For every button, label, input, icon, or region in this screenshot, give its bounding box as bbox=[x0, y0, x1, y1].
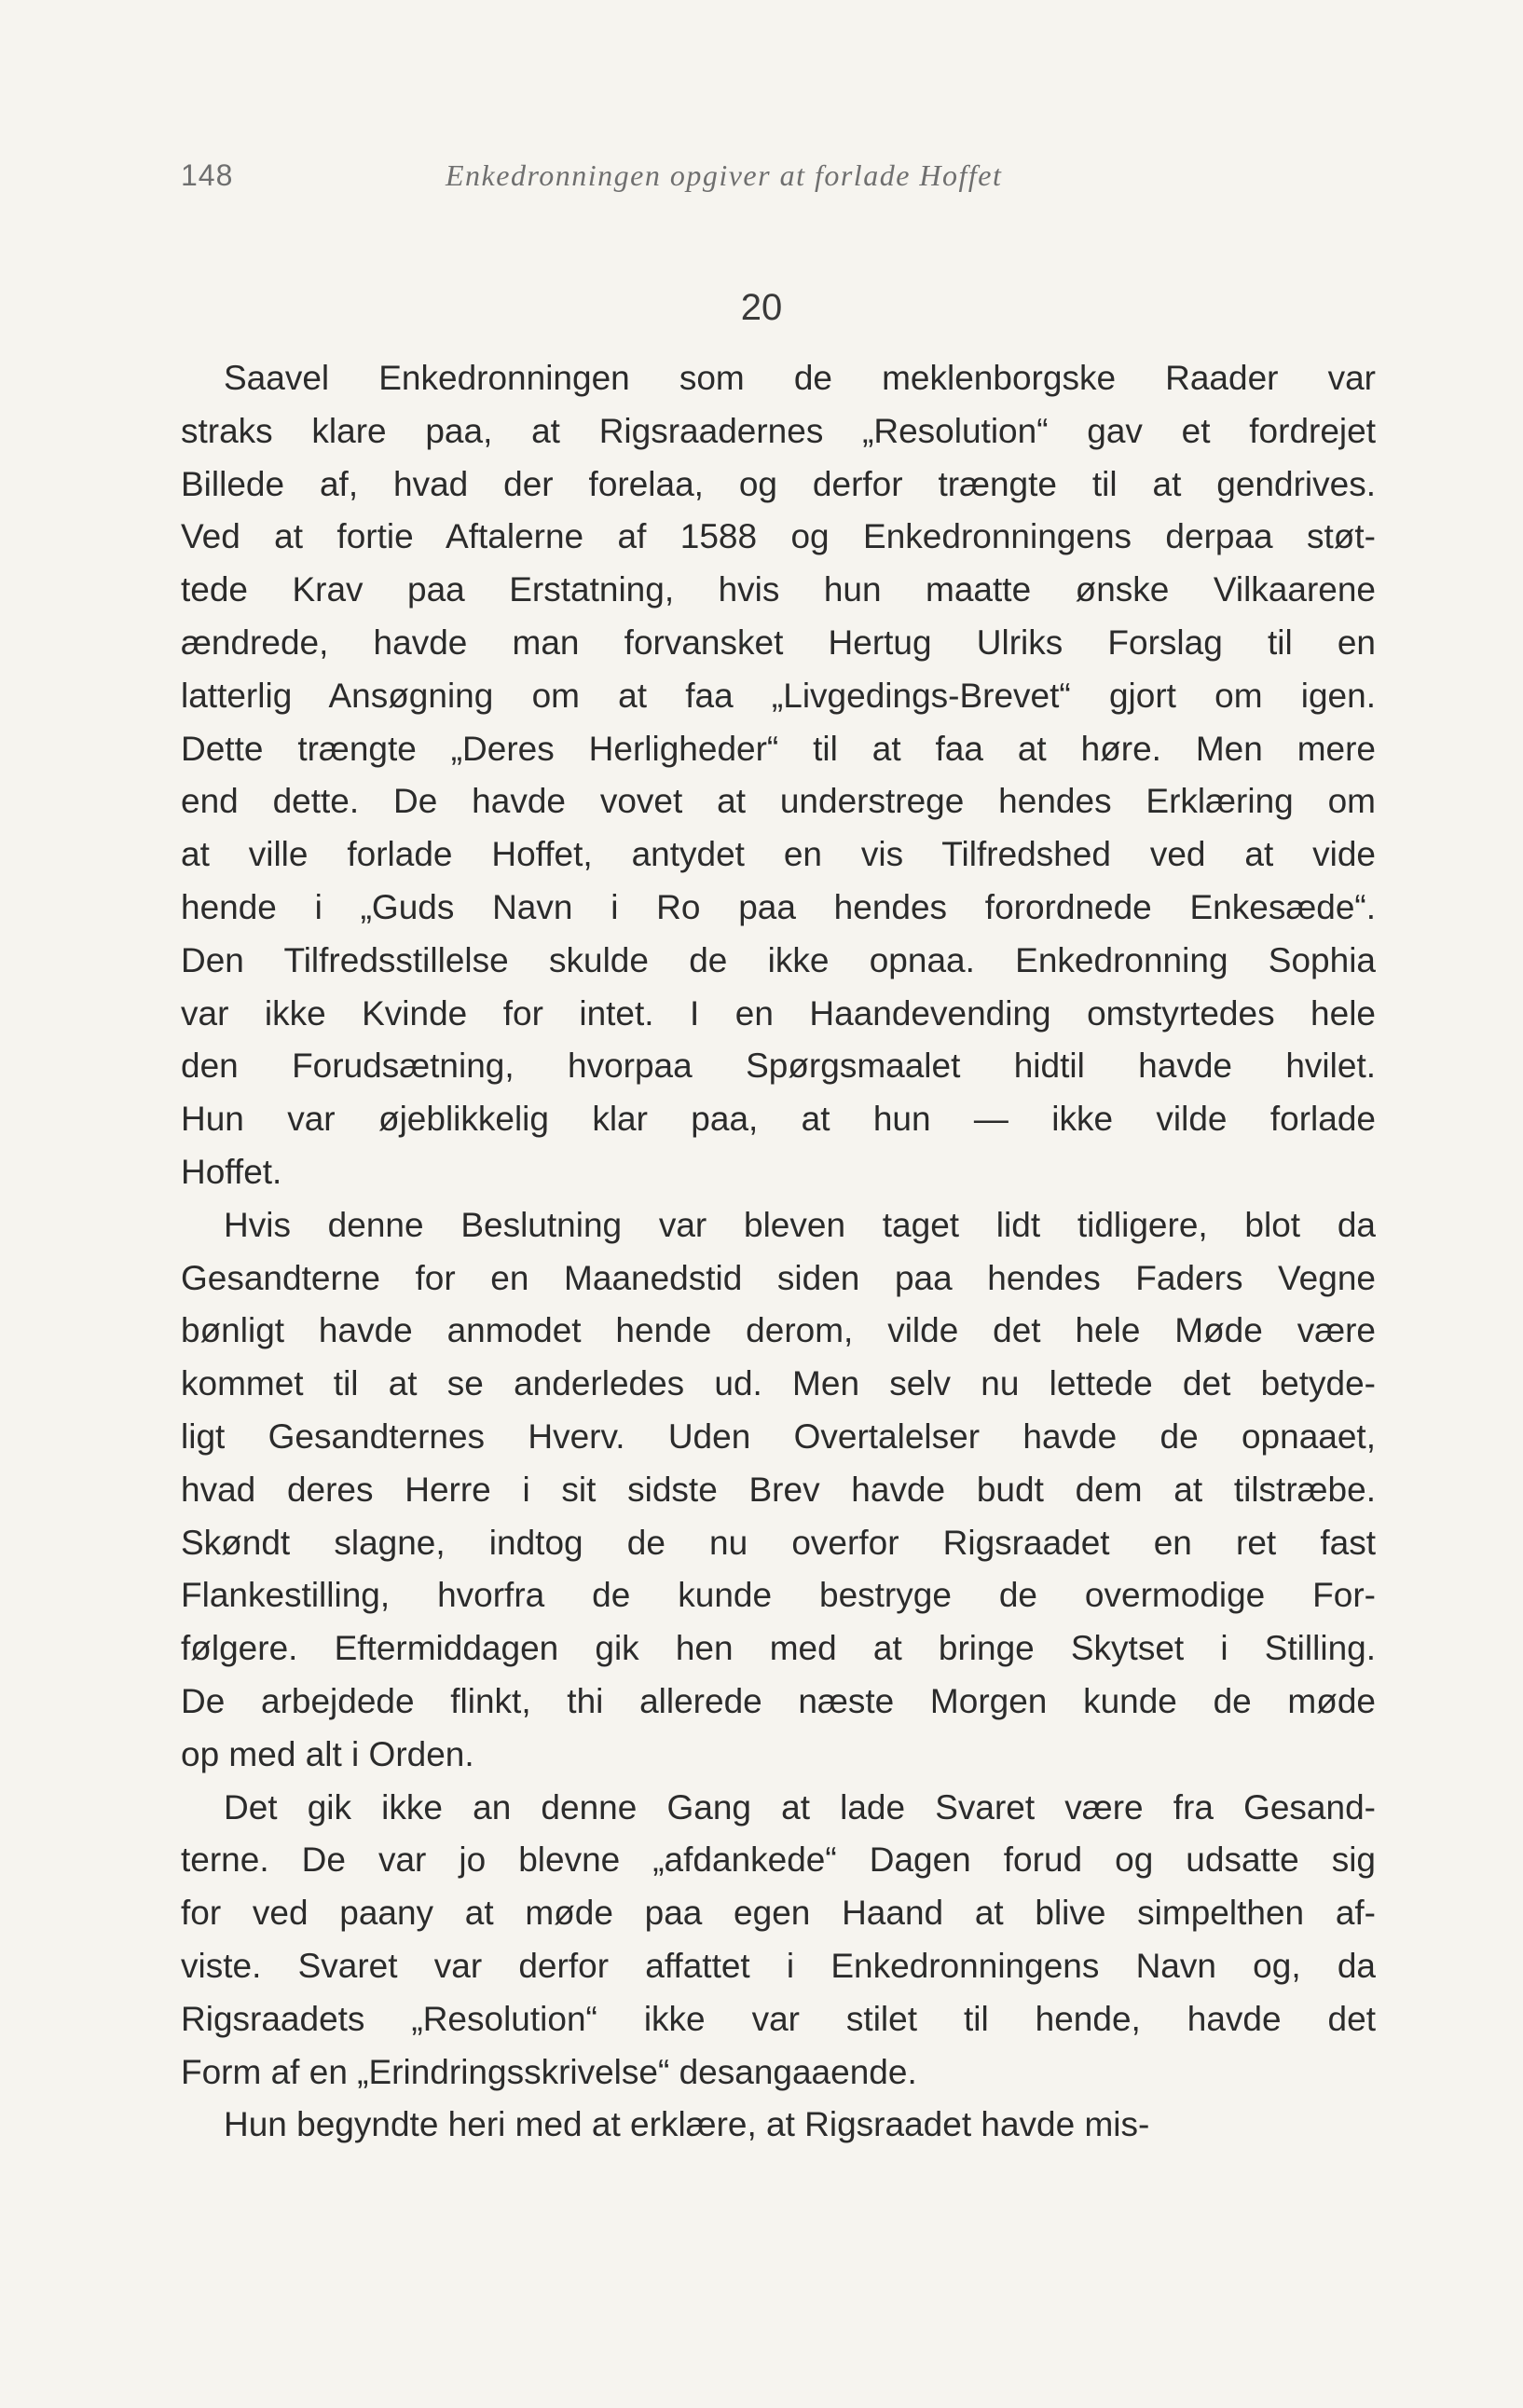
text-line: kommet til at se anderledes ud. Men selv nu lettede det betyde- bbox=[181, 1364, 1376, 1403]
text-line: ændrede, havde man forvansket Hertug Ulriks Forslag til en bbox=[181, 623, 1376, 662]
text-line: Form af en „Erindringsskrivelse“ desangaaende. bbox=[181, 2052, 917, 2091]
text-line: for ved paany at møde paa egen Haand at blive simpelthen af- bbox=[181, 1894, 1376, 1933]
chapter-number: 20 bbox=[740, 287, 783, 328]
text-line: bønligt havde anmodet hende derom, vilde det hele Møde være bbox=[181, 1311, 1376, 1350]
text-line: straks klare paa, at Rigsraadernes „Resolution“ gav et fordrejet bbox=[181, 411, 1376, 450]
text-line: De arbejdede flinkt, thi allerede næste Morgen kunde de møde bbox=[181, 1681, 1376, 1720]
paragraph bbox=[181, 1199, 1376, 1782]
body-text bbox=[181, 352, 1376, 2152]
text-line: Det gik ikke an denne Gang at lade Svaret være fra Gesand- bbox=[224, 1787, 1376, 1827]
text-line: var ikke Kvinde for intet. I en Haandevending omstyrtedes hele bbox=[181, 993, 1376, 1033]
text-line: hvad deres Herre i sit sidste Brev havde budt dem at tilstræbe. bbox=[181, 1470, 1376, 1509]
text-line: Billede af, hvad der forelaa, og derfor trængte til at gendrives. bbox=[181, 464, 1376, 503]
text-line: end dette. De havde vovet at understrege hendes Erklæring om bbox=[181, 782, 1376, 821]
text-line: Dette trængte „Deres Herligheder“ til at faa at høre. Men mere bbox=[181, 729, 1376, 768]
text-line: Skøndt slagne, indtog de nu overfor Rigsraadet en ret fast bbox=[181, 1523, 1376, 1562]
text-line: tede Krav paa Erstatning, hvis hun maatte ønske Vilkaarene bbox=[181, 570, 1376, 609]
text-line: Hvis denne Beslutning var bleven taget lidt tidligere, blot da bbox=[224, 1205, 1376, 1244]
text-line: terne. De var jo blevne „afdankede“ Dagen forud og udsatte sig bbox=[181, 1840, 1376, 1880]
text-line: at ville forlade Hoffet, antydet en vis Tilfredshed ved at vide bbox=[181, 835, 1376, 874]
text-line: Gesandterne for en Maanedstid siden paa hendes Faders Vegne bbox=[181, 1258, 1376, 1297]
paragraph bbox=[181, 2099, 1376, 2152]
text-line: Flankestilling, hvorfra de kunde bestryge de overmodige For- bbox=[181, 1576, 1376, 1615]
text-line: latterlig Ansøgning om at faa „Livgedings-Brevet“ gjort om igen. bbox=[181, 676, 1376, 715]
text-line: Hoffet. bbox=[181, 1152, 282, 1191]
running-head bbox=[181, 158, 1113, 205]
running-title: Enkedronningen opgiver at forlade Hoffet bbox=[446, 158, 1003, 192]
text-line: Hun var øjeblikkelig klar paa, at hun — ikke vilde forlade bbox=[181, 1100, 1376, 1139]
text-line: op med alt i Orden. bbox=[181, 1734, 474, 1773]
text-line: hende i „Guds Navn i Ro paa hendes forordnede Enkesæde“. bbox=[181, 887, 1376, 926]
paragraph bbox=[181, 1782, 1376, 2100]
text-line: ligt Gesandternes Hverv. Uden Overtalelser havde de opnaaet, bbox=[181, 1416, 1376, 1456]
text-line: Den Tilfredsstillelse skulde de ikke opnaa. Enkedronning Sophia bbox=[181, 940, 1376, 979]
text-line: den Forudsætning, hvorpaa Spørgsmaalet hidtil havde hvilet. bbox=[181, 1047, 1376, 1086]
text-line: Ved at fortie Aftalerne af 1588 og Enkedronningens derpaa støt- bbox=[181, 517, 1376, 556]
text-line: viste. Svaret var derfor affattet i Enkedronningens Navn og, da bbox=[181, 1946, 1376, 1985]
paragraph bbox=[181, 352, 1376, 1199]
text-line: følgere. Eftermiddagen gik hen med at bringe Skytset i Stilling. bbox=[181, 1629, 1376, 1668]
page-number: 148 bbox=[181, 158, 234, 192]
text-line: Rigsraadets „Resolution“ ikke var stilet til hende, havde det bbox=[181, 1999, 1376, 2038]
text-line: Hun begyndte heri med at erklære, at Rigsraadet havde mis- bbox=[224, 2105, 1150, 2144]
text-line: Saavel Enkedronningen som de meklenborgske Raader var bbox=[224, 359, 1376, 397]
